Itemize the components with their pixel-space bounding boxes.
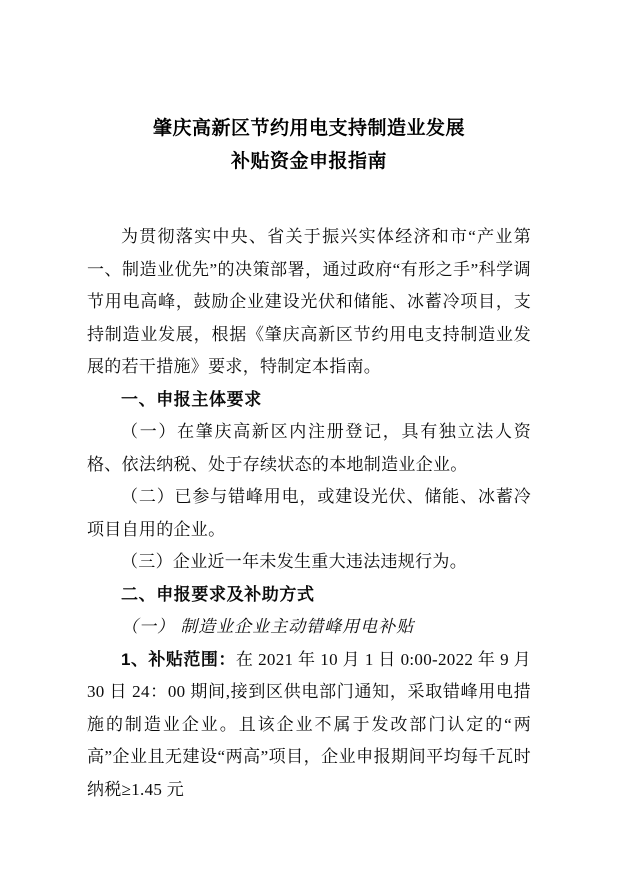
subsidy-scope-label: 1、补贴范围：: [121, 649, 236, 669]
intro-paragraph: 为贯彻落实中央、省关于振兴实体经济和市“产业第一、制造业优先”的决策部署，通过政府“有形之手”科学调节用电高峰，鼓励企业建设光伏和储能、冰蓄冷项目，支持制造业发展，根据《肇庆高新区节约用电支持制造业发展的若干措施》要求，特制定本指南。: [87, 227, 531, 376]
subsidy-scope-paragraph: [87, 644, 531, 807]
document-title-line2: 补贴资金申报指南: [230, 151, 387, 172]
section1-item1: （一）在肇庆高新区内注册登记，具有独立法人资格、依法纳税、处于存续状态的本地制造业企业。: [87, 422, 531, 474]
subsidy-scope-text: 在 2021 年 10 月 1 日 0:00-2022 年 9 月 30 日 24：00 期间,接到区供电部门通知，采取错峰用电措施的制造业企业。且该企业不属于发改部门认定的“两高”企业且无建设“两高”项目，企业申报期间平均每千瓦时纳税≥1.45 元: [87, 649, 531, 799]
section2-subheading1: （一） 制造业企业主动错峰用电补贴: [121, 617, 415, 636]
section1-item2: （二）已参与错峰用电，或建设光伏、储能、冰蓄冷项目自用的企业。: [87, 487, 531, 539]
document-title: [87, 112, 531, 178]
document-title-line1: 肇庆高新区节约用电支持制造业发展: [152, 118, 465, 139]
section1-item3: （三）企业近一年未发生重大违法违规行为。: [121, 552, 467, 571]
section2-heading: 二、申报要求及补助方式: [121, 584, 315, 604]
section1-heading: 一、申报主体要求: [121, 389, 262, 409]
